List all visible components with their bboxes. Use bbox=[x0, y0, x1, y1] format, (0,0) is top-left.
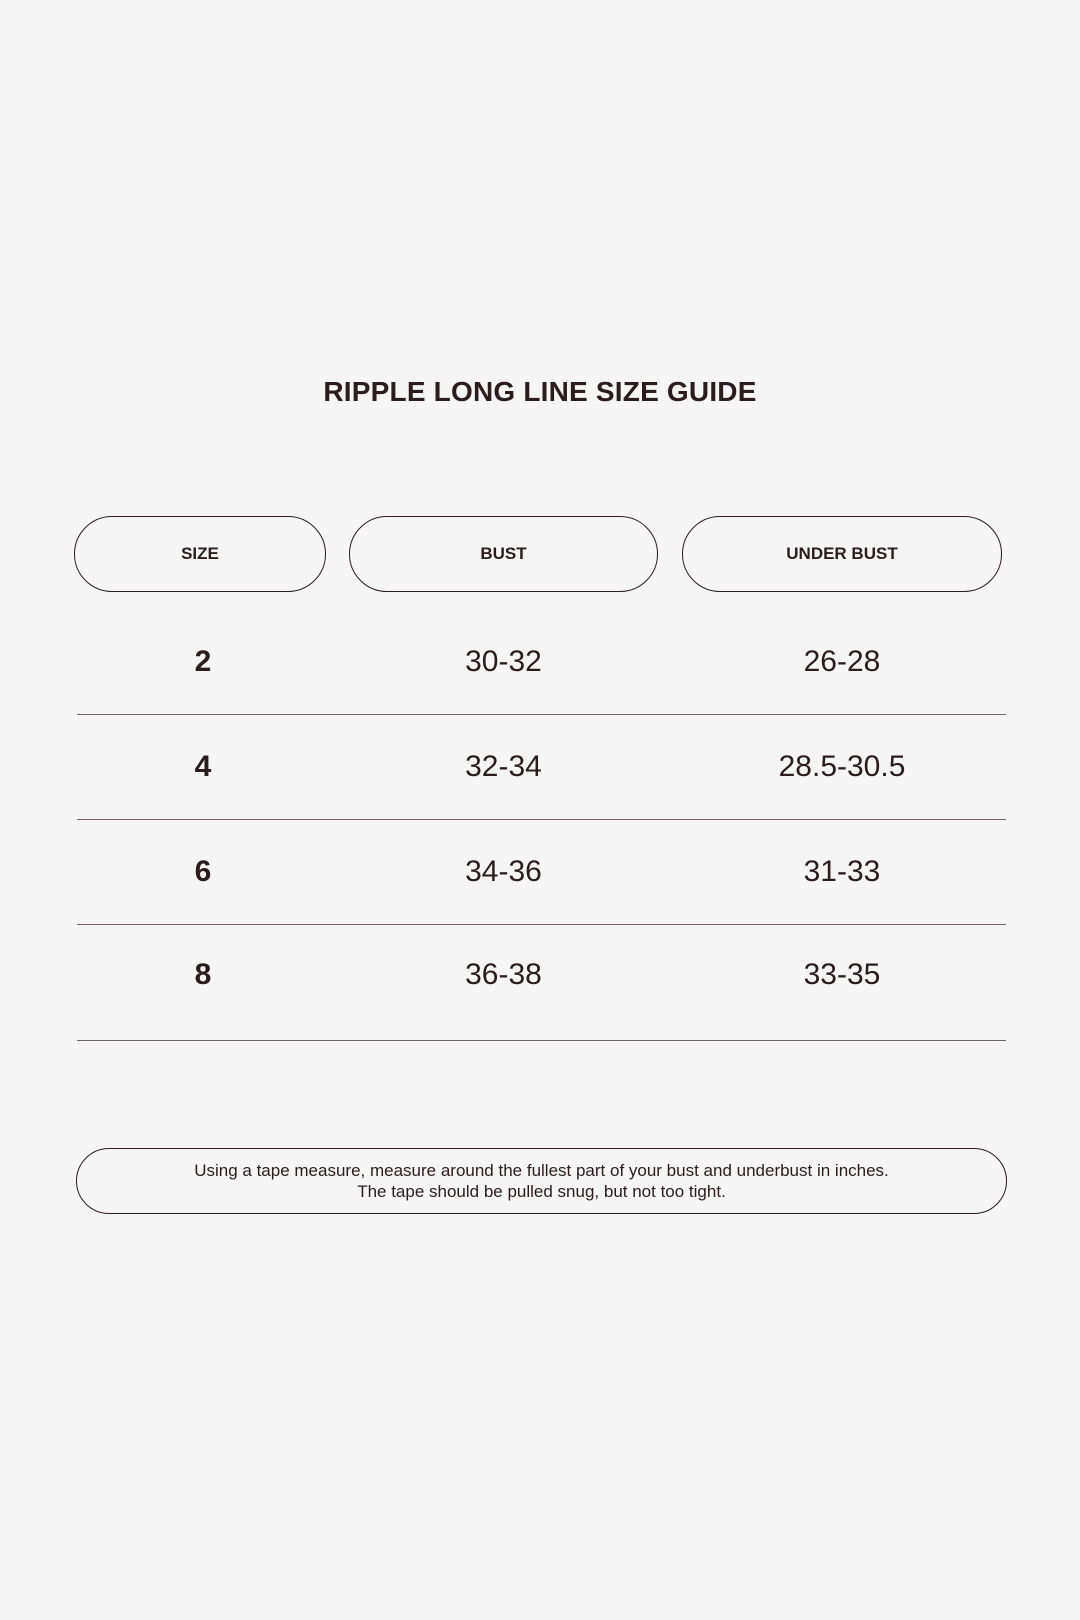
bust-cell: 32-34 bbox=[465, 750, 542, 783]
size-cell: 4 bbox=[194, 750, 212, 783]
header-size-label: SIZE bbox=[181, 544, 219, 563]
under-bust-cell: 33-35 bbox=[803, 958, 881, 991]
header-size bbox=[74, 516, 326, 592]
table-row bbox=[77, 610, 1006, 715]
table-row bbox=[77, 925, 1006, 1041]
under-bust-cell: 28.5-30.5 bbox=[778, 750, 906, 783]
measuring-note bbox=[76, 1148, 1007, 1214]
header-bust bbox=[349, 516, 658, 592]
header-under-bust-label: UNDER BUST bbox=[786, 544, 898, 563]
size-cell: 8 bbox=[194, 958, 212, 991]
bust-cell: 34-36 bbox=[465, 855, 542, 888]
size-table bbox=[77, 610, 1006, 1041]
header-under-bust bbox=[682, 516, 1002, 592]
under-bust-cell: 31-33 bbox=[803, 855, 881, 888]
page-title: RIPPLE LONG LINE SIZE GUIDE bbox=[323, 376, 757, 407]
header-bust-label: BUST bbox=[480, 544, 527, 563]
table-row bbox=[77, 715, 1006, 820]
under-bust-cell: 26-28 bbox=[803, 645, 881, 678]
bust-cell: 30-32 bbox=[465, 645, 542, 678]
size-cell: 6 bbox=[194, 855, 212, 888]
table-row bbox=[77, 820, 1006, 925]
measuring-note-line-1: Using a tape measure, measure around the fullest part of your bust and underbust in inches. bbox=[194, 1161, 889, 1180]
size-cell: 2 bbox=[194, 645, 212, 678]
measuring-note-line-2: The tape should be pulled snug, but not too tight. bbox=[357, 1182, 726, 1201]
bust-cell: 36-38 bbox=[465, 958, 542, 991]
